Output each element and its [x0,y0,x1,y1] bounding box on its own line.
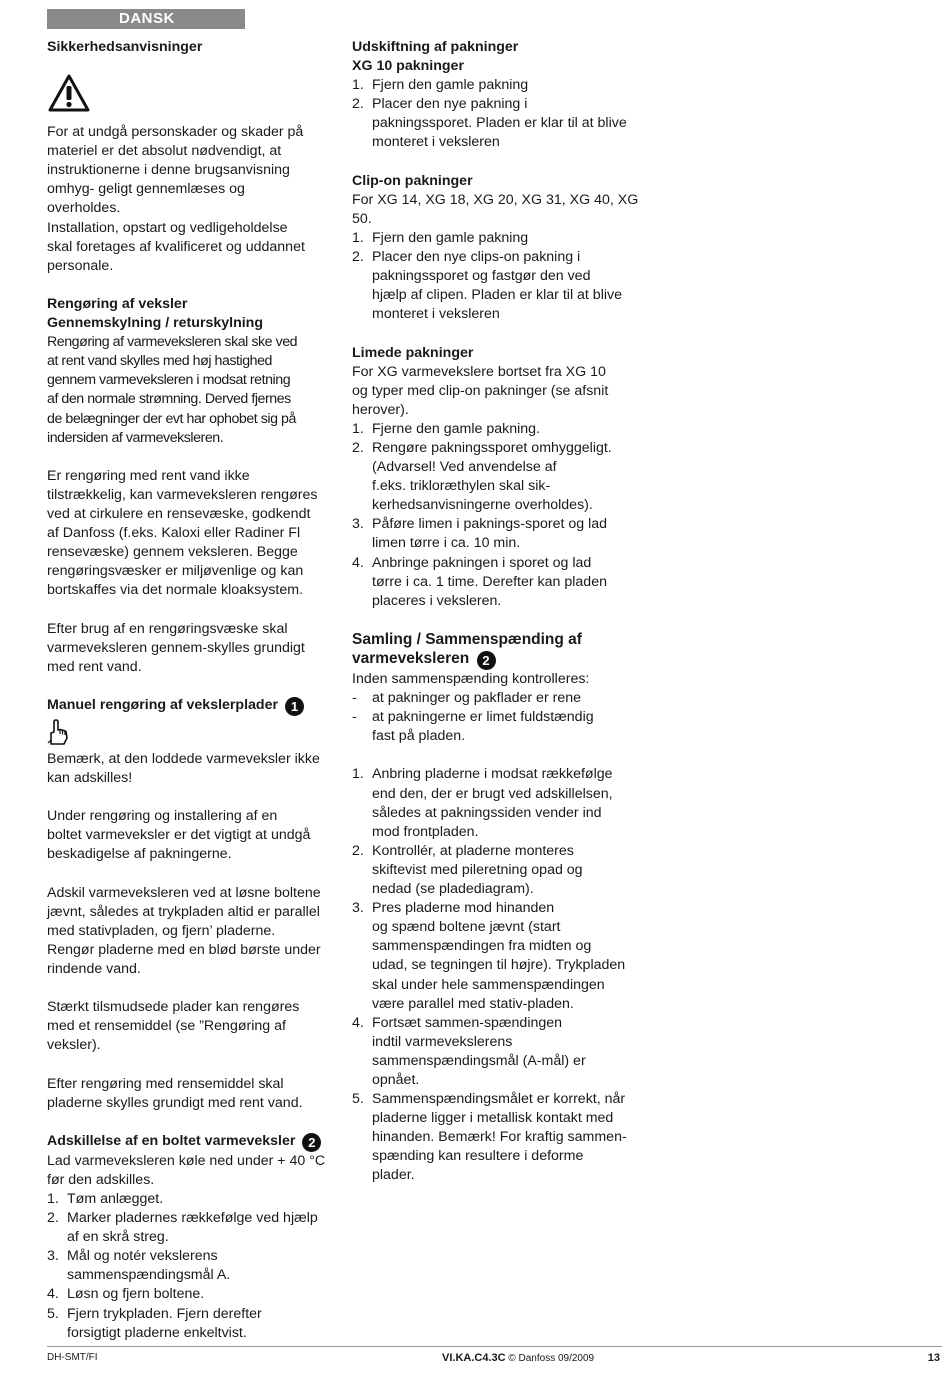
list-marker: 2. [352,249,364,266]
warning-triangle-icon [47,73,91,113]
clipon-steps [352,229,652,324]
list-marker: 4. [47,1286,59,1303]
list-item [352,708,652,746]
list-item [47,1190,342,1209]
figure-badge-1: 1 [285,697,304,716]
list-marker: - [352,690,357,707]
list-item-line: Fjerne den gamle pakning. [372,420,540,437]
list-item [352,842,652,899]
list-marker: 1. [352,420,364,437]
list-item-line: f.eks. trikloræthylen skal sik- [372,478,551,495]
language-tab: DANSK [47,9,245,29]
footer-department: DH-SMT/FI [47,1352,98,1363]
list-item [352,229,652,248]
list-marker: 5. [47,1305,59,1322]
list-item [352,248,652,324]
list-item [352,554,652,611]
list-item-line: af en skrå streg. [67,1229,169,1246]
list-marker: 1. [352,77,364,94]
disassembly-steps [47,1190,342,1343]
list-item [47,1285,342,1304]
pointing-hand-icon [47,718,71,746]
list-marker: 2. [352,439,364,456]
list-item-line: Løsn og fjern boltene. [67,1286,205,1303]
list-item-line: Kontrollér, at pladerne monteres [372,842,574,859]
disassembly-heading: Adskillelse af en boltet varmeveksler 2 [47,1132,342,1152]
list-item [352,899,652,1014]
list-item-line: pakningssporet og fastgør den ved [372,268,591,285]
disassemble-text: Adskil varmeveksleren ved at løsne boltene jævnt, således at trykpladen altid er parallel med stativpladen, og fjern’ pladerne. Rengør pladerne med en blød børste under rindende vand. [47,884,321,977]
list-item-line: at pakningerne er limet fuldstændig [372,709,594,726]
list-item-line: sammenspændingsmål (A-mål) er [372,1052,586,1069]
list-item-line: indtil varmevekslerens [372,1033,513,1050]
list-item [352,689,652,708]
list-marker: 1. [47,1190,59,1207]
list-item-line: Tøm anlægget. [67,1190,164,1207]
disassembly-intro: Lad varmeveksleren køle ned under + 40 °C før den adskilles. [47,1152,326,1188]
list-item-line: at pakninger og pakflader er rene [372,690,582,707]
list-item-line: Fjern trykpladen. Fjern derefter [67,1305,262,1322]
assembly-checks [352,689,652,746]
list-item-line: sammenspændingsmål A. [67,1267,231,1284]
list-item-line: Fortsæt sammen-spændingen [372,1014,563,1031]
list-item-line: pladerne ligger i metallisk kontakt med [372,1110,614,1127]
list-item [352,1014,652,1090]
list-item-line: Pres pladerne mod hinanden [372,900,555,917]
list-item-line: således at pakningssiden vender ind [372,804,602,821]
list-item-line: udad, se tegningen til højre). Trykpladen [372,957,626,974]
list-item-line: skiftevist med pileretning opad og [372,861,583,878]
list-item-line: Placer den nye pakning i [372,96,528,113]
right-column [352,38,652,1186]
glued-steps [352,420,652,611]
list-item [352,1090,652,1185]
gasket-replacement-heading: Udskiftning af pakninger [352,39,519,55]
list-item-line: være parallel med stativ-pladen. [372,995,574,1012]
footer [47,1352,942,1366]
list-item-line: Placer den nye clips-on pakning i [372,249,581,266]
list-item [352,76,652,95]
dirty-plates-text: Stærkt tilsmudsede plader kan rengøres med et rensemiddel (se ”Rengøring af veksler). [47,999,300,1054]
assembly-heading-2: varmeveksleren 2 [352,649,652,670]
list-item-line: mod frontpladen. [372,823,479,840]
after-cleaning-text: Efter rengøring med rensemiddel skal pladerne skylles grundigt med rent vand. [47,1075,303,1111]
footer-document: VI.KA.C4.3C © Danfoss 09/2009 [442,1352,595,1364]
list-item [352,439,652,515]
list-item-line: nedad (se pladediagram). [372,881,534,898]
list-item [47,1209,342,1247]
gasket-care-text: Under rengøring og installering af en boltet varmeveksler er det vigtigt at undgå beskadigelse af pakningerne. [47,808,311,863]
list-item-line: hinanden. Bemærk! For kraftig sammen- [372,1129,627,1146]
list-item-line: monteret i veksleren [372,306,500,323]
left-column [47,38,342,1343]
figure-badge-2b: 2 [477,651,496,670]
list-item-line: Anbring pladerne i modsat rækkefølge [372,766,613,783]
glued-heading: Limede pakninger [352,344,474,361]
list-item-line: opnået. [372,1071,420,1088]
page-number: 13 [927,1352,940,1364]
clipon-heading: Clip-on pakninger [352,172,473,189]
list-item-line: spænding kan resultere i deformе [372,1148,584,1165]
list-item-line: skal under hele sammenspændingen [372,976,605,993]
list-item-line: hjælp af clipen. Pladen er klar til at blive [372,287,622,304]
list-marker: 3. [47,1248,59,1265]
list-item [47,1305,342,1343]
list-item [352,420,652,439]
list-item-line: limen tørre i ca. 10 min. [372,535,521,552]
xg10-heading: XG 10 pakninger [352,58,464,75]
list-marker: 2. [47,1210,59,1227]
list-item-line: Rengøre pakningssporet omhyggeligt. [372,439,612,456]
xg10-steps [352,76,652,152]
cleaning-text: Rengøring af varmeveksleren skal ske ved at rent vand skylles med høj hastighed gennem varmeveksleren i modsat retning af den normale strømning. Derved fjernes de belægninger der evt har ophobet sig på indersiden af varmeveksleren. [47,334,298,446]
list-marker: 4. [352,554,364,571]
list-item-line: Anbringe pakningen i sporet og lad [372,554,592,571]
cleaning-heading: Rengøring af veksler [47,295,188,312]
list-item-line: og spænd boltene jævnt (start [372,919,561,936]
figure-badge-2: 2 [302,1133,321,1152]
list-item-line: (Advarsel! Ved anvendelse af [372,459,557,476]
list-item-line: Fjern den gamle pakning [372,77,529,94]
list-item-line: pakningssporet. Pladen er klar til at blive [372,115,627,132]
list-item-line: tørre i ca. 1 time. Derefter kan pladen [372,573,607,590]
list-item-line: end den, der er brugt ved adskillelsen, [372,785,613,802]
list-item [352,765,652,841]
brazed-note: Bemærk, at den loddede varmeveksler ikke kan adskilles! [47,750,320,786]
list-item-line: Sammenspændingsmålet er korrekt, når [372,1091,626,1108]
list-marker: 3. [352,900,364,917]
list-item [47,1247,342,1285]
assembly-intro: Inden sammenspænding kontrolleres: [352,671,590,687]
safety-text: For at undgå personskader og skader på materiel er det absolut nødvendigt, at instruktionerne i denne brugsanvisning omhyg- geligt gennemlæses og overholdes. Installation, opstart og vedligeholdelse skal foretages af kvalificeret og uddannet personale. [47,124,305,274]
list-marker: 2. [352,842,364,859]
list-item-line: sammenspændingen fra midten og [372,938,592,955]
list-item [352,95,652,152]
list-item-line: Påføre limen i paknings-sporet og lad [372,516,608,533]
list-marker: 2. [352,96,364,113]
list-item-line: Marker pladernes rækkefølge ved hjælp [67,1210,318,1227]
glued-intro: For XG varmevekslere bortset fra XG 10 og typer med clip-on pakninger (se afsnit herover). [352,363,609,418]
clipon-intro: For XG 14, XG 18, XG 20, XG 31, XG 40, XG 50. [352,191,639,227]
assembly-steps [352,765,652,1185]
manual-cleaning-heading: Manuel rengøring af vekslerplader 1 [47,696,342,716]
flushing-heading: Gennemskylning / returskylning [47,315,264,332]
list-item-line: monteret i veksleren [372,134,500,151]
list-marker: 3. [352,516,364,533]
safety-heading: Sikkerhedsanvisninger [47,39,203,55]
list-item [352,515,652,553]
list-marker: 1. [352,229,364,246]
assembly-heading: Samling / Sammenspænding af [352,630,582,648]
footer-divider [47,1346,942,1347]
list-marker: - [352,709,357,726]
list-marker: 5. [352,1091,364,1108]
cleaning-fluid-text: Er rengøring med rent vand ikke tilstrækkelig, kan varmeveksleren rengøres ved at cirkulere en rensevæske, godkendt af Danfoss (f.eks. Kaloxi eller Radiner Fl rensevæske) gennem veksleren. Begge rengøringsvæsker er miljøvenlige og kan bortskaffes via det normale kloaksystem. [47,467,318,599]
list-item-line: placeres i veksleren. [372,592,502,609]
list-marker: 4. [352,1014,364,1031]
rinse-text: Efter brug af en rengøringsvæske skal varmeveksleren gennem-skylles grundigt med rent vand. [47,620,305,675]
list-marker: 1. [352,766,364,783]
list-item-line: fast på pladen. [372,728,466,745]
list-item-line: Fjern den gamle pakning [372,229,529,246]
list-item-line: Mål og notér vekslerens [67,1248,218,1265]
list-item-line: kerhedsanvisningerne overholdes). [372,497,593,514]
list-item-line: plader. [372,1167,415,1184]
list-item-line: forsigtigt pladerne enkeltvist. [67,1324,247,1341]
